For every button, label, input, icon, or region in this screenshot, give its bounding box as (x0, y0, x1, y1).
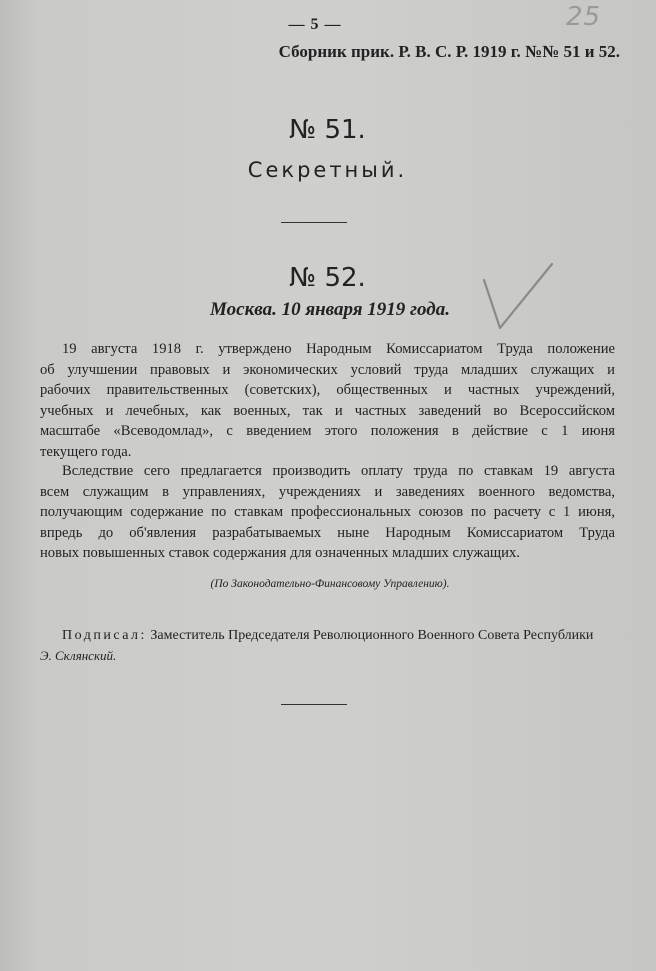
paragraph-line: 19 августа 1918 г. утверждено Народным Комиссариатом Труда положение (62, 341, 615, 357)
order-52-paragraph-2 (40, 461, 615, 564)
paragraph-line: масштабе «Всеводомлад», с введением этого положения в действие с 1 июня (40, 423, 615, 439)
signature-block (40, 626, 620, 666)
paragraph-line: учебных и лечебных, как военных, так и частных заведений во Всероссийском (40, 402, 615, 419)
paragraph-line: впредь до об'явления разрабатываемых ныне Народным Комиссариатом Труда (40, 524, 615, 541)
order-51-label: Секретный. (247, 158, 408, 182)
order-52-paragraph-1 (40, 339, 615, 462)
section-divider (281, 222, 347, 223)
signatory-position: Заместитель Председателя Революционного Военного Совета Республики (150, 628, 594, 643)
collection-header: Сборник прик. Р. В. С. Р. 1919 г. №№ 51 и 52. (278, 42, 620, 61)
paragraph-line: об улучшении правовых и экономических условий труда младших служащих и (40, 361, 615, 378)
order-51-number: № 51. (289, 115, 366, 145)
paragraph-line: всем служащим в управлениях, учреждениях и заведениях военного ведомства, (40, 483, 615, 500)
paragraph-line: Вследствие сего предлагается производить оплату труда по ставкам 19 августа (62, 463, 615, 479)
order-52-dateline: Москва. 10 января 1919 года. (210, 299, 450, 320)
paragraph-line: текущего года. (40, 443, 132, 460)
signature-label: Подписал: (62, 628, 147, 643)
department-reference: (По Законодательно-Финансовому Управлению). (210, 578, 450, 590)
section-divider (281, 704, 347, 705)
page-number: — 5 — (288, 16, 342, 33)
paragraph-line: рабочих правительственных (советских), общественных и частных учреждений, (40, 382, 615, 398)
signatory-name: Э. Склянский. (40, 648, 117, 663)
order-52-number: № 52. (289, 263, 366, 293)
pencil-annotation: 25 (566, 2, 602, 32)
paragraph-line: получающим содержание по ставкам профессиональных союзов по расчету с 1 июня, (40, 504, 615, 520)
paragraph-line: новых повышенных ставок содержания для означенных младших служащих. (40, 545, 520, 561)
pencil-checkmark-icon (478, 258, 558, 338)
